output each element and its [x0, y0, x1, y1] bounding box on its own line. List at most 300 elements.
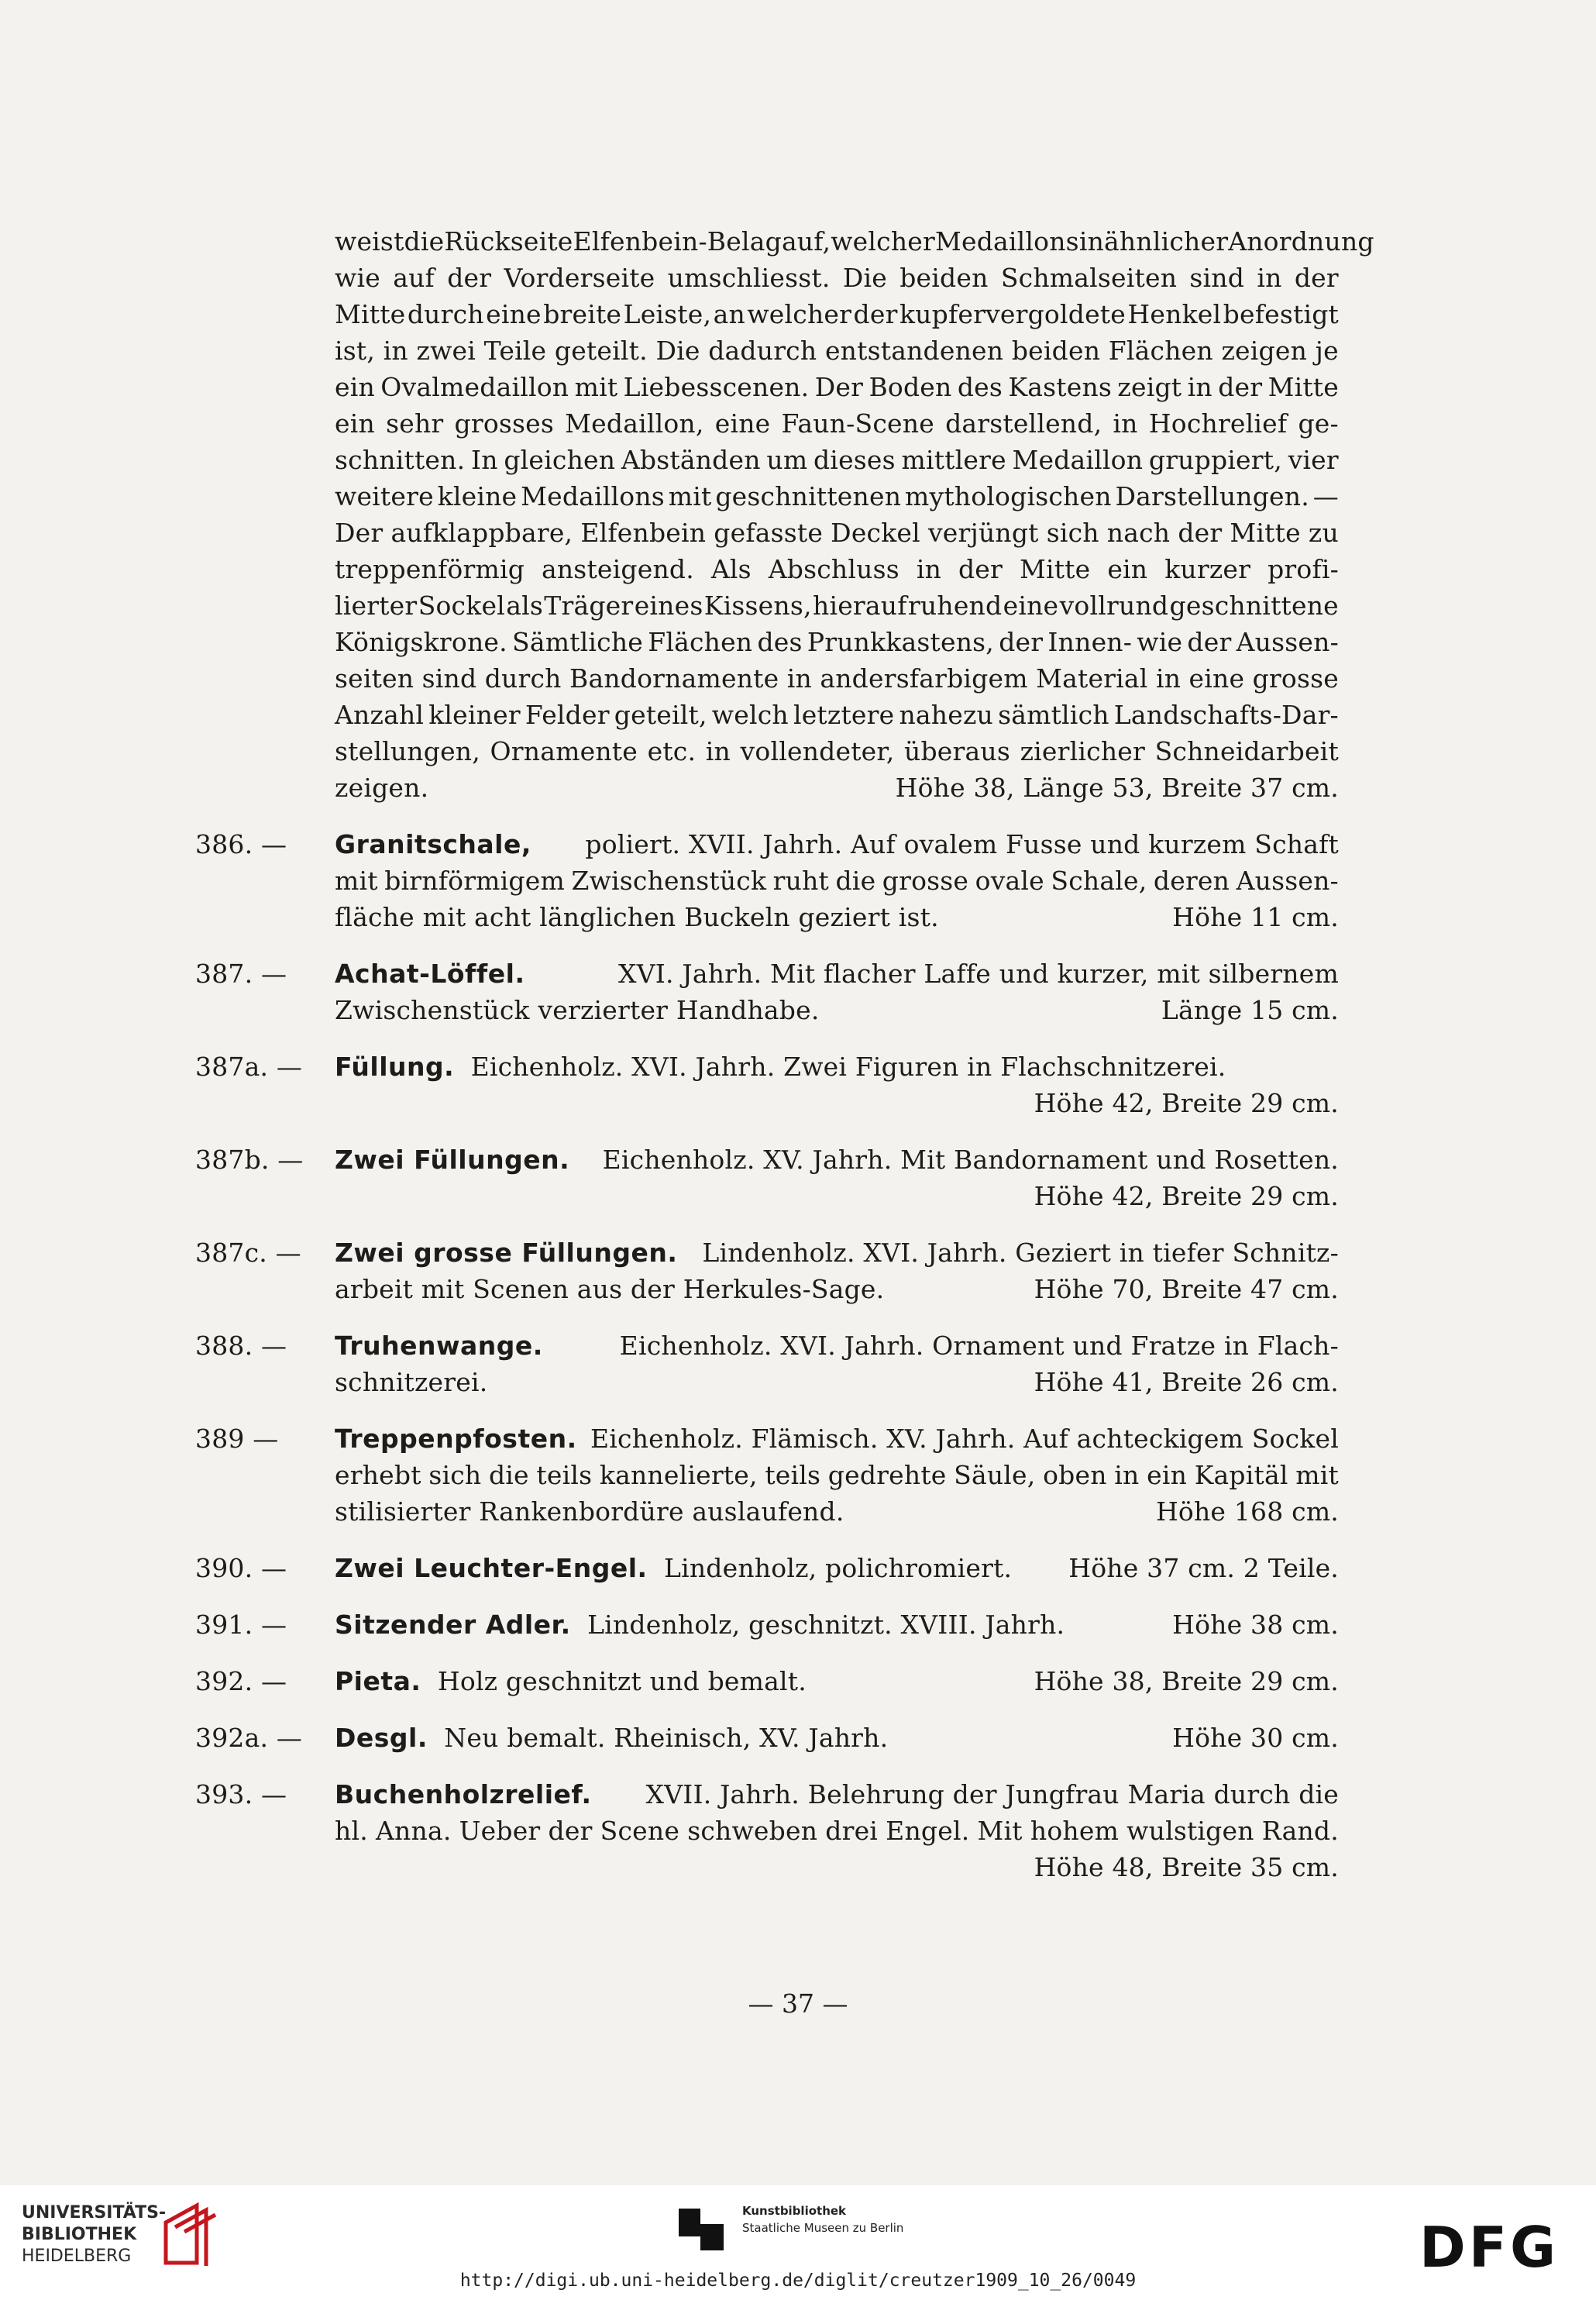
- entry-text: XVI. Jahrh. Mit flacher Laffe und kurzer, mit silbernem: [618, 959, 1339, 989]
- word: Bandornamente: [569, 663, 779, 694]
- word: verjüngt: [927, 518, 1039, 548]
- catalog-entry: [195, 1550, 1339, 1586]
- word: aufklappbare,: [390, 518, 573, 548]
- word: in: [916, 554, 942, 584]
- word: der: [548, 1816, 593, 1846]
- text-line: [335, 296, 1339, 332]
- word: Mitte: [1268, 372, 1339, 402]
- word: Abschluss: [768, 554, 899, 584]
- word: ansteigend.: [541, 554, 694, 584]
- word: Flächen: [648, 627, 753, 657]
- entry-line: [335, 1327, 1339, 1364]
- dfg-logo[interactable]: DFG: [1419, 2215, 1560, 2280]
- word: In: [470, 445, 498, 475]
- word: Teile: [483, 336, 547, 366]
- dimensions: Höhe 38 cm.: [1172, 1610, 1339, 1640]
- catalog-entry: [195, 1327, 1339, 1400]
- word: des: [757, 627, 803, 657]
- word: Die: [655, 336, 700, 366]
- entry-number: 393. —: [195, 1779, 287, 1809]
- entry-line: [335, 1234, 1339, 1271]
- entry-text: schnitzerei.: [335, 1367, 488, 1397]
- word: in: [1155, 663, 1182, 694]
- word: kleiner: [428, 700, 521, 730]
- kunstbibliothek-label[interactable]: [742, 2202, 903, 2236]
- word: dadurch: [708, 336, 817, 366]
- entry-text: [335, 1457, 1339, 1493]
- word: Der: [814, 372, 864, 402]
- word: mittlere: [901, 445, 1006, 475]
- word: vollendeter,: [740, 736, 895, 766]
- entry-line: [335, 1048, 1339, 1085]
- word: Felder: [525, 700, 610, 730]
- entry-text: Lindenholz, geschnitzt. XVIII. Jahrh.: [587, 1610, 1065, 1640]
- word: in: [383, 336, 408, 366]
- word: Als: [710, 554, 752, 584]
- word: ein: [1147, 1460, 1188, 1490]
- entry-number: 390. —: [195, 1553, 287, 1583]
- word: sind: [421, 663, 477, 694]
- word: Ovalmedaillon: [380, 372, 569, 402]
- word: Mitte: [335, 299, 406, 329]
- entry-number: 386. —: [195, 829, 287, 859]
- word: zeigen: [1221, 336, 1308, 366]
- word: kleine: [437, 481, 518, 511]
- text-line: [335, 551, 1339, 587]
- text-line: [335, 515, 1339, 551]
- text-line: [335, 478, 1339, 515]
- word: Material: [1036, 663, 1148, 694]
- text-left: zeigen.: [335, 773, 429, 803]
- word: in: [1114, 1460, 1140, 1490]
- text-line-content: [335, 478, 1339, 515]
- text-line: [335, 369, 1339, 405]
- text-line: [335, 624, 1339, 660]
- entry-title: Achat-Löffel.: [335, 959, 525, 989]
- text-line: [335, 442, 1339, 478]
- entry-title: Granitschale,: [335, 829, 531, 859]
- word: ovale: [975, 866, 1044, 896]
- word: Medaillons: [934, 226, 1079, 257]
- text-line-content: [335, 587, 1339, 624]
- word: ge-: [1298, 408, 1339, 439]
- word: die: [835, 866, 876, 896]
- entry-title: Treppenpfosten.: [335, 1424, 577, 1454]
- word: mythologischen: [904, 481, 1112, 511]
- catalog-entry: [195, 1420, 1339, 1530]
- word: in: [1257, 263, 1282, 293]
- entry-line: [335, 1493, 1339, 1530]
- word: sich: [1046, 518, 1099, 548]
- word: breite: [543, 299, 622, 329]
- entry-text: fläche mit acht länglichen Buckeln geziert ist.: [335, 902, 939, 932]
- word: der: [1294, 263, 1339, 293]
- word: drei: [825, 1816, 879, 1846]
- word: gedrehte: [827, 1460, 947, 1490]
- word: Die: [842, 263, 887, 293]
- word: Ueber: [459, 1816, 541, 1846]
- entry-line: [335, 1457, 1339, 1493]
- text-line-content: [335, 515, 1339, 551]
- word: Mitte: [1230, 518, 1301, 548]
- word: Ornamente: [490, 736, 638, 766]
- word: der: [958, 554, 1003, 584]
- dimensions: Länge 15 cm.: [1161, 995, 1339, 1025]
- text-line-content: [335, 223, 1374, 260]
- entry-line: [335, 1663, 1339, 1699]
- word: Medaillons: [521, 481, 665, 511]
- entry-text: Eichenholz. XVI. Jahrh. Ornament und Fratze in Flach-: [619, 1331, 1339, 1361]
- text-line-content: [335, 442, 1339, 478]
- word: grosse: [882, 866, 969, 896]
- word: der: [1218, 372, 1263, 402]
- ub-logo-icon: [160, 2199, 222, 2269]
- word: hierauf: [812, 590, 907, 621]
- word: ähnlicher: [1104, 226, 1229, 257]
- word: der: [999, 627, 1044, 657]
- word: welcher: [831, 226, 935, 257]
- kb-name: Kunstbibliothek: [742, 2204, 847, 2218]
- word: Scene: [600, 1816, 680, 1846]
- word: beiden: [899, 263, 989, 293]
- word: ruhend: [907, 590, 1003, 621]
- entry-text: arbeit mit Scenen aus der Herkules-Sage.: [335, 1274, 885, 1304]
- word: eine: [714, 408, 771, 439]
- word: Hochrelief: [1148, 408, 1288, 439]
- word: die: [488, 1460, 529, 1490]
- word: Deckel: [831, 518, 920, 548]
- word: befestigt: [1223, 299, 1339, 329]
- text-line: [335, 332, 1339, 369]
- entry-title: Zwei Füllungen.: [335, 1145, 570, 1175]
- word: Prunkkastens,: [807, 627, 995, 657]
- word: ein: [335, 372, 375, 402]
- entry-line: [335, 1813, 1339, 1849]
- ub-heidelberg-logo[interactable]: [22, 2202, 166, 2267]
- word: sämtlich: [998, 700, 1109, 730]
- word: stellungen,: [335, 736, 480, 766]
- word: Medaillon: [1012, 445, 1144, 475]
- entry-line: [335, 1550, 1339, 1586]
- word: ein: [335, 408, 375, 439]
- word: Leiste,: [623, 299, 712, 329]
- word: lierter: [335, 590, 418, 621]
- entry-number: 389 —: [195, 1424, 279, 1454]
- word: oben: [1043, 1460, 1107, 1490]
- word: umschliesst.: [667, 263, 831, 293]
- word: Anna.: [376, 1816, 452, 1846]
- dimensions: Höhe 38, Länge 53, Breite 37 cm.: [895, 773, 1339, 803]
- word: geteilt,: [614, 700, 707, 730]
- word: zwei: [416, 336, 476, 366]
- word: nach: [1106, 518, 1171, 548]
- word: Rückseite: [444, 226, 573, 257]
- catalog-entry: [195, 1776, 1339, 1885]
- word: der: [447, 263, 492, 293]
- word: eine: [486, 299, 542, 329]
- word: sich: [428, 1460, 482, 1490]
- word: Innen-: [1047, 627, 1133, 657]
- text-line: [335, 223, 1374, 260]
- word: Aussen-: [1236, 866, 1339, 896]
- word: Schale,: [1051, 866, 1147, 896]
- word: Faun-Scene: [781, 408, 934, 439]
- entry-number: 387. —: [195, 959, 287, 989]
- catalog-text: [195, 223, 1374, 1885]
- word: deren: [1153, 866, 1230, 896]
- word: Kastens: [1008, 372, 1113, 402]
- word: Sockel: [418, 590, 505, 621]
- word: auf: [393, 263, 435, 293]
- word: Engel.: [886, 1816, 970, 1846]
- word: vollrund: [1059, 590, 1169, 621]
- entry-text: Zwischenstück verzierter Handhabe.: [335, 995, 820, 1025]
- entry-line: [335, 955, 1339, 992]
- word: an: [713, 299, 745, 329]
- word: Sämtliche: [512, 627, 644, 657]
- word: wie: [1137, 627, 1183, 657]
- text-line-last: [335, 770, 1339, 806]
- text-line-content: [335, 660, 1339, 697]
- word: auf,: [781, 226, 831, 257]
- word: Flächen: [1108, 336, 1213, 366]
- word: grosse: [1252, 663, 1339, 694]
- text-line: [335, 697, 1339, 733]
- word: der: [1178, 518, 1223, 548]
- kunstbibliothek-logo-icon: [679, 2209, 725, 2252]
- intro-paragraph: [335, 223, 1374, 806]
- word: Henkel: [1127, 299, 1222, 329]
- entry-text: Eichenholz. Flämisch. XV. Jahrh. Auf achteckigem Sockel: [590, 1424, 1339, 1454]
- word: dieses: [813, 445, 896, 475]
- word: Elfenbein: [580, 518, 707, 548]
- text-line-content: [335, 624, 1339, 660]
- word: Schmalseiten: [1000, 263, 1178, 293]
- word: grosses: [454, 408, 555, 439]
- word: ein: [1107, 554, 1148, 584]
- word: sind: [1189, 263, 1245, 293]
- word: je: [1315, 336, 1339, 366]
- entry-number: 387b. —: [195, 1145, 304, 1175]
- dimensions: Höhe 41, Breite 26 cm.: [1034, 1367, 1339, 1397]
- word: nahezu: [899, 700, 994, 730]
- word: gleichen: [504, 445, 616, 475]
- text-line-content: [335, 405, 1339, 442]
- word: gefasste: [714, 518, 824, 548]
- dimensions: Höhe 168 cm.: [1155, 1496, 1339, 1527]
- word: letztere: [793, 700, 895, 730]
- entry-title: Füllung.: [335, 1052, 455, 1082]
- entry-line: [335, 1271, 1339, 1307]
- word: ist,: [335, 336, 376, 366]
- word: Anzahl: [335, 700, 425, 730]
- word: Aussen-: [1236, 627, 1339, 657]
- word: die: [404, 226, 445, 257]
- catalog-entry: [195, 1048, 1339, 1121]
- word: vier: [1288, 445, 1339, 475]
- entry-line: [335, 1776, 1339, 1813]
- word: Medaillon,: [565, 408, 704, 439]
- dimensions: Höhe 38, Breite 29 cm.: [1034, 1666, 1339, 1696]
- entry-line: [335, 826, 1339, 862]
- word: sehr: [386, 408, 444, 439]
- word: als: [506, 590, 543, 621]
- word: profi-: [1268, 554, 1339, 584]
- text-line-content: [335, 296, 1339, 332]
- word: treppenförmig: [335, 554, 525, 584]
- entry-text: Eichenholz. XVI. Jahrh. Zwei Figuren in Flachschnitzerei.: [470, 1052, 1226, 1082]
- word: wie: [335, 263, 380, 293]
- page-number: — 37 —: [748, 1988, 848, 2019]
- entry-text: poliert. XVII. Jahrh. Auf ovalem Fusse und kurzem Schaft: [585, 829, 1339, 859]
- entry-text: Eichenholz. XV. Jahrh. Mit Bandornament und Rosetten.: [602, 1145, 1339, 1175]
- entry-title: Pieta.: [335, 1666, 421, 1696]
- entry-line: [335, 992, 1339, 1028]
- entry-text: Holz geschnitzt und bemalt.: [437, 1666, 807, 1696]
- word: mit: [574, 372, 618, 402]
- text-line-content: [335, 369, 1339, 405]
- word: Kissens,: [703, 590, 812, 621]
- word: darstellend,: [945, 408, 1102, 439]
- word: beiden: [1011, 336, 1101, 366]
- entry-line: [335, 1364, 1339, 1400]
- word: kupfervergoldete: [899, 299, 1126, 329]
- word: in: [786, 663, 812, 694]
- text-line-content: [335, 697, 1339, 733]
- word: kurzer: [1164, 554, 1251, 584]
- word: etc.: [647, 736, 697, 766]
- word: mit: [1295, 1460, 1339, 1490]
- catalog-entry: [195, 1606, 1339, 1643]
- word: kannelierte,: [599, 1460, 758, 1490]
- word: teils: [536, 1460, 593, 1490]
- text-line: [335, 660, 1339, 697]
- word: Boden: [869, 372, 952, 402]
- word: des: [957, 372, 1003, 402]
- entry-text: Lindenholz. XVI. Jahrh. Geziert in tiefer Schnitz-: [702, 1238, 1339, 1268]
- word: Säule,: [954, 1460, 1036, 1490]
- entry-title: Zwei Leuchter-Engel.: [335, 1553, 648, 1583]
- word: geschnittene: [1169, 590, 1339, 621]
- library-name-line: UNIVERSITÄTS-: [22, 2203, 167, 2223]
- word: Mitte: [1019, 554, 1091, 584]
- entry-title: Truhenwange.: [335, 1331, 543, 1361]
- text-line-content: [335, 332, 1339, 369]
- entry-text: stilisierter Rankenbordüre auslaufend.: [335, 1496, 844, 1527]
- word: Liebesscenen.: [623, 372, 810, 402]
- entry-text: [335, 862, 1339, 899]
- dimensions: Höhe 70, Breite 47 cm.: [1034, 1274, 1339, 1304]
- entry-text: [335, 1813, 1339, 1849]
- catalog-entry: [195, 1141, 1339, 1214]
- entry-title: Desgl.: [335, 1723, 428, 1753]
- word: hohem: [1030, 1816, 1120, 1846]
- word: Vorderseite: [504, 263, 655, 293]
- text-line-content: [335, 551, 1339, 587]
- word: überaus: [904, 736, 1010, 766]
- word: um: [766, 445, 808, 475]
- word: Zwischenstück: [571, 866, 767, 896]
- catalog-entry: [195, 1663, 1339, 1699]
- entry-line: [335, 1141, 1339, 1178]
- entry-text: XVII. Jahrh. Belehrung der Jungfrau Maria durch die: [645, 1779, 1339, 1809]
- entry-number: 392. —: [195, 1666, 287, 1696]
- dimensions: Höhe 30 cm.: [1172, 1723, 1339, 1753]
- entry-number: 388. —: [195, 1331, 287, 1361]
- word: Königskrone.: [335, 627, 507, 657]
- word: in: [1078, 226, 1105, 257]
- entry-number: 387c. —: [195, 1238, 301, 1268]
- word: eine: [1003, 590, 1059, 621]
- word: Anordnung: [1228, 226, 1374, 257]
- word: zeigt: [1117, 372, 1182, 402]
- dimensions: Höhe 37 cm. 2 Teile.: [1068, 1553, 1339, 1583]
- word: teils: [765, 1460, 821, 1490]
- word: Rand.: [1261, 1816, 1339, 1846]
- word: gruppiert,: [1148, 445, 1282, 475]
- word: birnförmigem: [384, 866, 565, 896]
- word: geschnittenen: [715, 481, 902, 511]
- word: welch: [711, 700, 789, 730]
- word: weitere: [335, 481, 434, 511]
- dimensions: Höhe 42, Breite 29 cm.: [1034, 1181, 1339, 1211]
- entry-line: [335, 1720, 1339, 1756]
- word: wulstigen: [1126, 1816, 1254, 1846]
- entry-number: 387a. —: [195, 1052, 303, 1082]
- word: Träger: [544, 590, 634, 621]
- dimensions: Höhe 42, Breite 29 cm.: [1034, 1088, 1339, 1118]
- text-line: [335, 587, 1339, 624]
- library-name-line: BIBLIOTHEK: [22, 2225, 137, 2244]
- word: geteilt.: [554, 336, 648, 366]
- word: weist: [335, 226, 404, 257]
- word: in: [1187, 372, 1212, 402]
- catalog-entry: [195, 955, 1339, 1028]
- word: Schneidarbeit: [1154, 736, 1339, 766]
- entry-line: [335, 862, 1339, 899]
- entry-text: Neu bemalt. Rheinisch, XV. Jahrh.: [444, 1723, 889, 1753]
- word: eine: [1188, 663, 1245, 694]
- word: ruht: [772, 866, 829, 896]
- entry-line: [335, 1606, 1339, 1643]
- text-line: [335, 733, 1339, 770]
- kb-subtitle: Staatliche Museen zu Berlin: [742, 2221, 904, 2235]
- word: seiten: [335, 663, 414, 694]
- word: in: [1113, 408, 1138, 439]
- word: Abständen: [621, 445, 761, 475]
- entry-text: Lindenholz, polichromiert.: [663, 1553, 1013, 1583]
- word: mit: [335, 866, 378, 896]
- word: schnitten.: [335, 445, 466, 475]
- word: in: [705, 736, 731, 766]
- catalog-entry: [195, 1234, 1339, 1307]
- word: hl.: [335, 1816, 368, 1846]
- word: Kapitäl: [1194, 1460, 1288, 1490]
- word: —: [1312, 481, 1339, 511]
- word: entstandenen: [824, 336, 1004, 366]
- word: Darstellungen.: [1115, 481, 1309, 511]
- entry-title: Buchenholzrelief.: [335, 1779, 592, 1809]
- word: erhebt: [335, 1460, 421, 1490]
- word: andersfarbigem: [820, 663, 1028, 694]
- word: eines: [634, 590, 703, 621]
- word: zierlicher: [1020, 736, 1145, 766]
- catalog-entry: [195, 1720, 1339, 1756]
- text-line: [335, 405, 1339, 442]
- word: zu: [1308, 518, 1339, 548]
- permalink-url[interactable]: http://digi.ub.uni-heidelberg.de/diglit/creutzer1909_10_26/0049: [459, 2271, 1137, 2291]
- word: durch: [484, 663, 562, 694]
